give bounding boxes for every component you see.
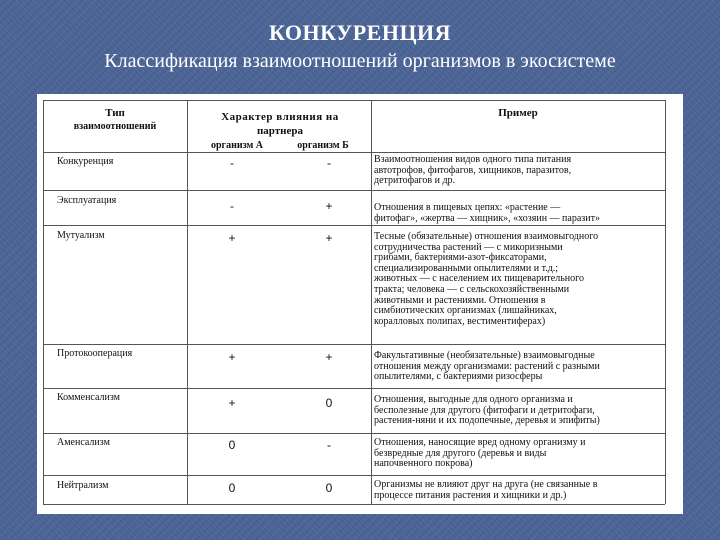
header-example: Пример xyxy=(498,107,538,119)
row-separator xyxy=(43,344,665,345)
row-commensalism-sign-b: 0 xyxy=(325,396,333,410)
row-protocooperation-example: Факультативные (необязательные) взаимовыгодные отношения между организмами: растений с разными опылителями, с бактериями ризосферы xyxy=(374,350,600,383)
header-organism-b: организм Б xyxy=(297,140,349,151)
row-mutualism-example: Тесные (обязательные) отношения взаимовыгодного сотрудничества растений — с микоризными грибами, бактериями-азот-фиксаторами, специализированными опылителями и т.д.; животных — с населением их пищеварительного тракта; человека — с сельскохозяйственными животными и растениями. Отношения в симбиотических организмах (лишайниках, коралловых полипах, вестиментиферах) xyxy=(374,231,599,327)
row-type-amensalism: Аменсализм xyxy=(57,437,110,448)
row-commensalism-sign-a: + xyxy=(228,396,236,410)
row-mutualism-sign-b: + xyxy=(325,231,333,245)
header-type-line2: взаимоотношений xyxy=(73,121,157,132)
header-bottom-border xyxy=(43,152,665,153)
classification-table xyxy=(37,94,683,514)
slide-title: КОНКУРЕНЦИЯ xyxy=(268,20,452,45)
row-competition-example: Взаимоотношения видов одного типа питания автотрофов, фитофагов, хищников, паразитов, детритофагов и др. xyxy=(374,154,572,187)
row-separator xyxy=(43,475,665,476)
row-exploitation-sign-b: + xyxy=(325,199,333,213)
row-separator xyxy=(43,433,665,434)
row-protocooperation-sign-b: + xyxy=(325,350,333,364)
row-commensalism-example: Отношения, выгодные для одного организма и бесполезные для другого (фитофаги и детритофаги, растения-няни и их подопечные, деревья и эпифиты) xyxy=(374,394,600,427)
col-border-type xyxy=(187,100,188,504)
row-separator xyxy=(43,388,665,389)
header-organism-a: организм А xyxy=(210,140,264,151)
table-top-border xyxy=(43,100,665,101)
row-type-neutralism: Нейтрализм xyxy=(57,480,109,491)
slide-subtitle: Классификация взаимоотношений организмов в экосистеме xyxy=(104,50,616,72)
row-separator xyxy=(43,190,665,191)
row-exploitation-example: Отношения в пищевых цепях: «растение — фитофаг», «жертва — хищник», «хозяин — паразит» xyxy=(374,202,600,224)
row-amensalism-sign-a: 0 xyxy=(228,438,236,452)
table-bottom-border xyxy=(43,504,665,505)
row-type-competition: Конкуренция xyxy=(57,156,114,167)
row-type-exploitation: Эксплуатация xyxy=(57,195,117,206)
row-amensalism-sign-b: - xyxy=(327,438,331,452)
row-neutralism-sign-a: 0 xyxy=(228,481,236,495)
row-type-protocooperation: Протокооперация xyxy=(57,348,133,359)
row-type-mutualism: Мутуализм xyxy=(57,230,105,241)
header-type: Тип xyxy=(105,107,125,119)
row-competition-sign-b: - xyxy=(327,156,331,170)
row-mutualism-sign-a: + xyxy=(228,231,236,245)
row-neutralism-example: Организмы не влияют друг на друга (не связанные в процессе питания растения и хищники и др.) xyxy=(374,479,598,501)
row-protocooperation-sign-a: + xyxy=(228,350,236,364)
row-competition-sign-a: - xyxy=(230,156,234,170)
row-neutralism-sign-b: 0 xyxy=(325,481,333,495)
row-type-commensalism: Комменсализм xyxy=(57,392,120,403)
row-separator xyxy=(43,225,665,226)
header-effect: Характер влияния на xyxy=(221,111,339,123)
col-border-example xyxy=(371,100,372,504)
row-amensalism-example: Отношения, наносящие вред одному организму и безвредные для другого (деревья и виды напочвенного покрова) xyxy=(374,437,586,470)
col-border-left xyxy=(43,100,44,504)
row-exploitation-sign-a: - xyxy=(230,199,234,213)
header-effect-line2: партнера xyxy=(256,125,304,137)
col-border-right xyxy=(665,100,666,504)
